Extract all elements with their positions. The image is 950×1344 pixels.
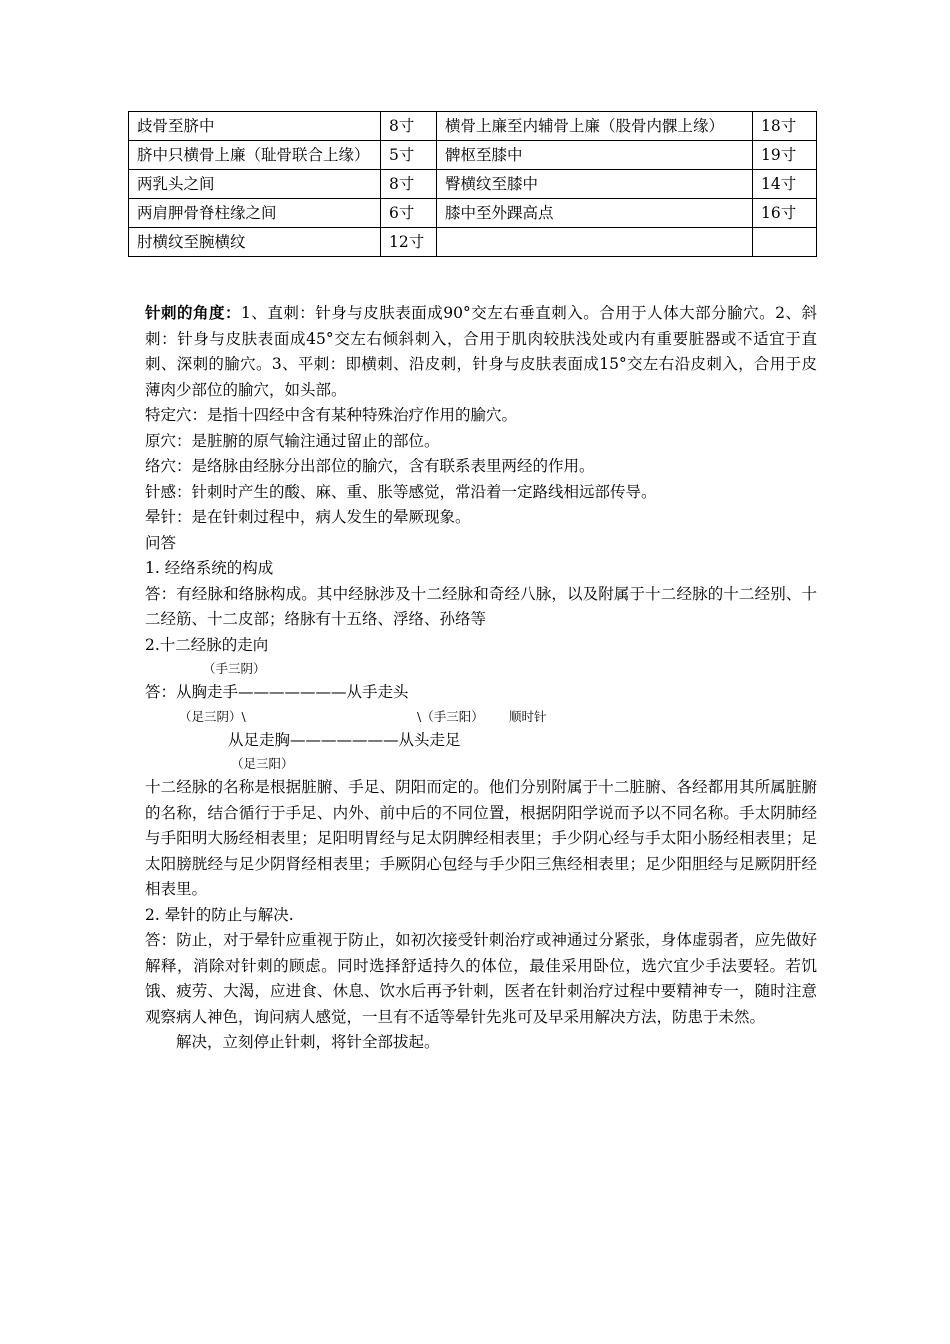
table-cell: 肘横纹至腕横纹 [129, 228, 381, 257]
diagram-line-2: 从足走胸———————从头走足 [228, 730, 461, 749]
table-cell [437, 228, 753, 257]
question-2-title: 2.十二经脉的走向 [145, 635, 269, 654]
question-1-answer: 答：有经脉和络脉构成。其中经脉涉及十二经脉和奇经八脉，以及附属于十二经脉的十二经别、十二经筋、十二皮部；络脉有十五络、浮络、孙络等 [145, 584, 817, 628]
table-cell: 歧骨至脐中 [129, 112, 381, 141]
definition-item: 针感：针刺时产生的酸、麻、重、胀等感觉，常沿着一定路线相远部传导。 [145, 482, 657, 501]
question-3-solution: 解决，立刻停止针刺，将针全部拔起。 [176, 1033, 440, 1051]
diagram-label-zu-san-yin: （足三阴）\ [179, 708, 246, 724]
table-cell: 横骨上廉至内辅骨上廉（股骨内髁上缘） [437, 112, 753, 141]
question-3-title: 2. 晕针的防止与解决. [145, 905, 294, 924]
table-cell: 6寸 [381, 199, 437, 228]
diagram-label-zu-san-yang: （足三阳） [231, 756, 294, 771]
table-cell: 髀枢至膝中 [437, 141, 753, 170]
diagram-label-shou-san-yin: （手三阴） [203, 661, 266, 676]
needling-angle-text: 1、直刺：针身与皮肤表面成90°交左右垂直刺入。合用于人体大部分腧穴。2、斜刺：针身与皮肤表面成45°交左右倾斜刺入，合用于肌肉较肤浅处或内有重要脏器或不适宜于直刺、深刺的腧穴。3、平刺：即横刺、沿皮刺，针身与皮肤表面成15°交左右沿皮刺入，合用于皮薄肉少部位的腧穴，如头部。 [145, 304, 817, 399]
body-text [145, 300, 817, 1056]
question-1-title: 1. 经络系统的构成 [145, 559, 274, 577]
qa-heading: 问答 [145, 533, 177, 552]
table-cell: 8寸 [381, 170, 437, 199]
diagram-line-1: 答：从胸走手———————从手走头 [145, 683, 409, 701]
table-row [129, 228, 817, 257]
bone-measurement-table [128, 111, 817, 257]
definition-item: 晕针：是在针刺过程中，病人发生的晕厥现象。 [145, 508, 471, 526]
definition-item: 原穴：是脏腑的原气输注通过留止的部位。 [145, 431, 440, 450]
table-cell: 两肩胛骨脊柱缘之间 [129, 199, 381, 228]
table-cell: 脐中只横骨上廉（耻骨联合上缘） [129, 141, 381, 170]
table-cell: 8寸 [381, 112, 437, 141]
table-row [129, 170, 817, 199]
table-cell: 18寸 [753, 112, 817, 141]
table-cell: 两乳头之间 [129, 170, 381, 199]
needling-angle-paragraph [145, 300, 817, 403]
table-cell: 5寸 [381, 141, 437, 170]
question-3-answer: 答：防止，对于晕针应重视于防止，如初次接受针刺治疗或神通过分紧张，身体虚弱者，应先做好解释，消除对针刺的顾虑。同时选择舒适持久的体位，最佳采用卧位，选穴宜少手法要轻。若饥饿、疲劳、大渴，应进食、休息、饮水后再予针刺，医者在针刺治疗过程中要精神专一，随时注意观察病人神色，询问病人感觉，一旦有不适等晕针先兆可及早采用解决方法，防患于未然。 [145, 931, 817, 1026]
table-cell: 膝中至外踝高点 [437, 199, 753, 228]
question-2-paragraph: 十二经脉的名称是根据脏腑、手足、阴阳而定的。他们分别附属于十二脏腑、各经都用其所属脏腑的名称，结合循行于手足、内外、前中后的不同位置，根据阴阳学说而予以不同名称。手太阴肺经与手阳明大肠经相表里；足阳明胃经与足太阴脾经相表里；手少阴心经与手太阳小肠经相表里；足太阳膀胱经与足少阴肾经相表里；手厥阴心包经与手少阳三焦经相表里；足少阳胆经与足厥阴肝经相表里。 [145, 778, 817, 898]
definition-item: 特定穴：是指十四经中含有某种特殊治疗作用的腧穴。 [145, 406, 518, 424]
meridian-direction-diagram [145, 658, 817, 775]
table-cell [753, 228, 817, 257]
table-row [129, 199, 817, 228]
table-cell: 14寸 [753, 170, 817, 199]
table-cell: 臀横纹至膝中 [437, 170, 753, 199]
table-cell: 12寸 [381, 228, 437, 257]
table-row [129, 112, 817, 141]
table-cell: 16寸 [753, 199, 817, 228]
diagram-middle-row [145, 706, 817, 728]
needling-angle-label: 针刺的角度： [145, 303, 241, 322]
diagram-label-clockwise: 顺时针 [509, 708, 547, 724]
table-row [129, 141, 817, 170]
table-cell: 19寸 [753, 141, 817, 170]
diagram-label-shou-san-yang: \（手三阳） [417, 708, 484, 724]
definition-item: 络穴：是络脉由经脉分出部位的腧穴，含有联系表里两经的作用。 [145, 457, 595, 475]
